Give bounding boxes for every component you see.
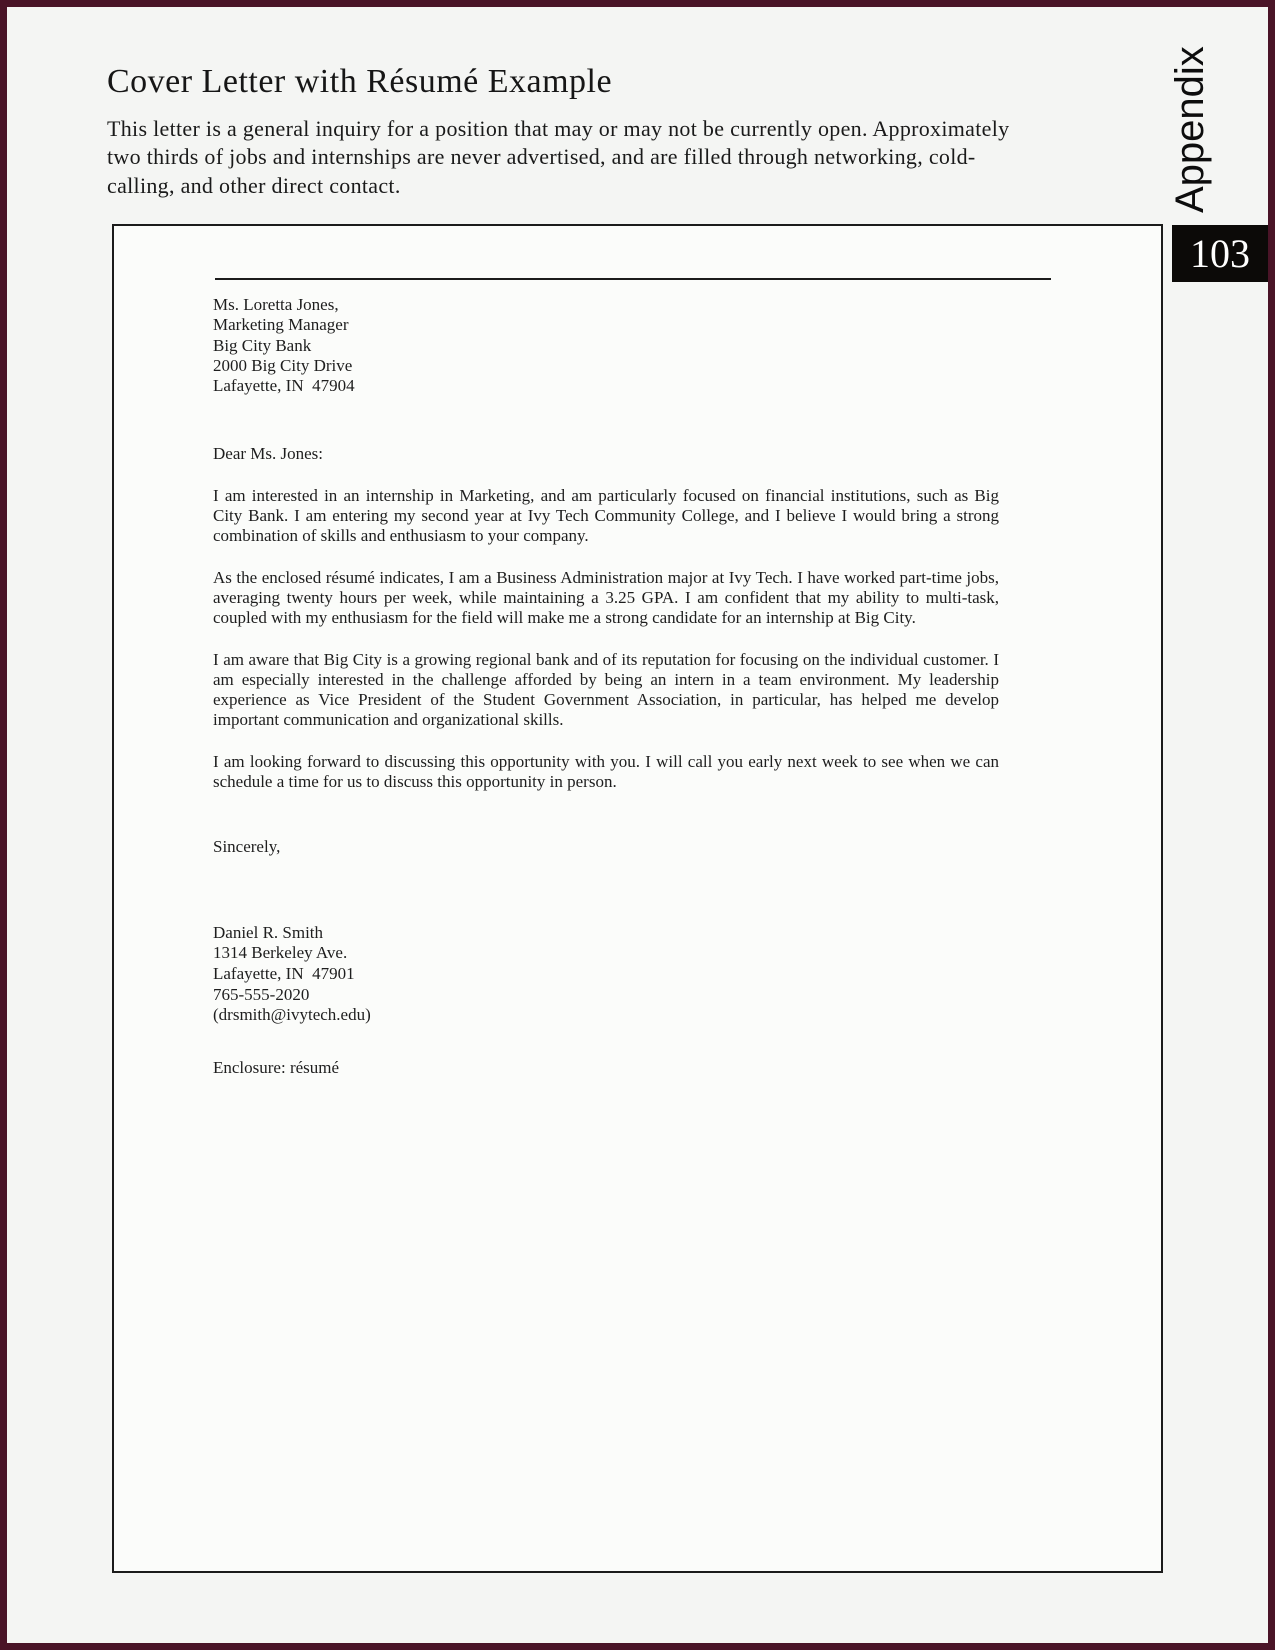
enclosure-note: Enclosure: résumé — [213, 1058, 340, 1078]
letter-example-box — [112, 224, 1163, 1573]
appendix-sidebar-label: Appendix — [1168, 46, 1212, 213]
address-line: 2000 Big City Drive — [213, 355, 353, 375]
intro-line: two thirds of jobs and internships are never advertised, and are filled through networking, cold- — [107, 144, 976, 170]
recipient-address — [213, 295, 999, 396]
page-number-badge — [1172, 225, 1268, 282]
page-title: Cover Letter with Résumé Example — [107, 63, 613, 100]
page-number: 103 — [1190, 231, 1250, 276]
signature-line: Lafayette, IN 47901 — [213, 964, 355, 984]
intro-line: This letter is a general inquiry for a position that may or may not be currently open. Approximately — [107, 116, 1010, 141]
signature-block — [213, 923, 999, 1027]
signature-line: (drsmith@ivytech.edu) — [213, 1005, 371, 1025]
letter-paragraph: I am looking forward to discussing this opportunity with you. I will call you early next week to see when we can schedule a time for us to discuss this opportunity in person. — [213, 751, 999, 792]
letter-content — [213, 226, 999, 1078]
letter-paragraph: I am interested in an internship in Marketing, and am particularly focused on financial institutions, such as Big City Bank. I am entering my second year at Ivy Tech Community College, and I believe I would bring a strong combination of skills and enthusiasm to your company. — [213, 485, 999, 546]
signature-line: Daniel R. Smith — [213, 922, 324, 942]
salutation: Dear Ms. Jones: — [213, 444, 324, 464]
address-line: Marketing Manager — [213, 315, 349, 335]
intro-line: calling, and other direct contact. — [107, 172, 401, 198]
signature-line: 765-555-2020 — [213, 984, 310, 1004]
letterhead-rule — [215, 278, 1051, 280]
address-line: Big City Bank — [213, 335, 312, 355]
intro-paragraph — [107, 115, 1009, 200]
address-line: Ms. Loretta Jones, — [213, 295, 339, 314]
closing: Sincerely, — [213, 837, 281, 857]
letter-paragraph: I am aware that Big City is a growing regional bank and of its reputation for focusing on the individual customer. I am especially interested in the challenge afforded by being an intern in a team environment. My leadership experience as Vice President of the Student Government Association, in particular, has helped me develop important communication and organizational skills. — [213, 649, 999, 730]
signature-line: 1314 Berkeley Ave. — [213, 943, 348, 963]
address-line: Lafayette, IN 47904 — [213, 376, 355, 396]
letter-paragraph: As the enclosed résumé indicates, I am a Business Administration major at Ivy Tech. I have worked part-time jobs, averaging twenty hours per week, while maintaining a 3.25 GPA. I am confident that my ability to multi-task, coupled with my enthusiasm for the field will make me a strong candidate for an internship at Big City. — [213, 567, 999, 628]
